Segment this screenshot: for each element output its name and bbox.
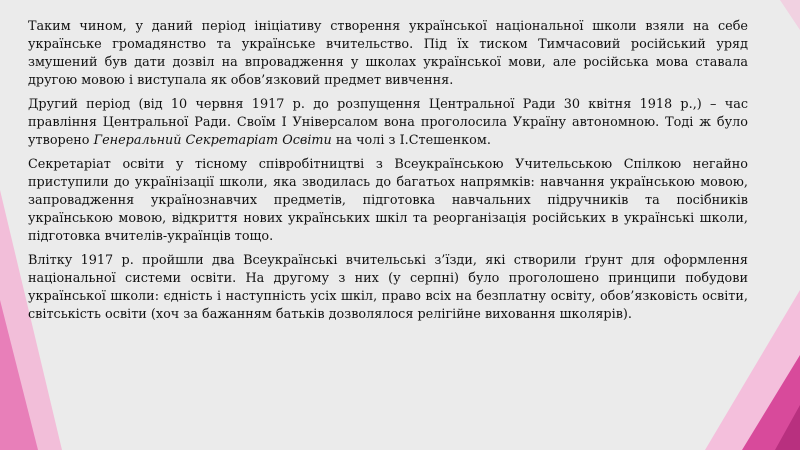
paragraph-1: Таким чином, у даний період ініціативу створення української національної школи взяли на себе українське громадянство та українське вчительство. Під їх тиском Тимчасовий російський уряд змушений був дати дозвіл на впровадження у школах української мови, але російська мова ставала другою мовою і виступала як обов’язковий предмет вивчення. [28, 19, 748, 88]
paragraph-2-italic-term: Генеральний Секретаріат Освіти [93, 133, 332, 148]
paragraph-2-text-after: на чолі з І.Стешенком. [331, 133, 491, 148]
paragraph-2 [28, 96, 748, 150]
paragraph-2-text-before: Другий період (від 10 червня 1917 р. до розпущення Центральної Ради 30 квітня 1918 р.,) – час правління Центральної Ради. Своїм І Універсалом вона проголосила Україну автономною. Тоді ж було утворено [28, 97, 748, 148]
top-right-stripe [780, 0, 800, 30]
paragraph-3: Секретаріат освіти у тісному співробітництві з Всеукраїнською Учительською Спілкою негайно приступили до українізації школи, яка зводилась до багатьох напрямків: навчання українською мовою, запровадження українознавчих предметів, підготовка навчальних підручників та посібників українською мовою, відкриття нових українських шкіл та реорганізація російських в українські школи, підготовка вчителів-українців тощо. [28, 157, 748, 244]
slide-text [28, 18, 748, 330]
paragraph-4: Влітку 1917 р. пройшли два Всеукраїнські вчительські з’їзди, які створили ґрунт для оформлення національної системи освіти. На другому з них (у серпні) було проголошено принципи побудови української школи: єдність і наступність усіх шкіл, право всіх на безплатну освіту, обов’язковість освіти, світськість освіти (хоч за бажанням батьків дозволялося релігійне виховання школярів). [28, 253, 748, 322]
